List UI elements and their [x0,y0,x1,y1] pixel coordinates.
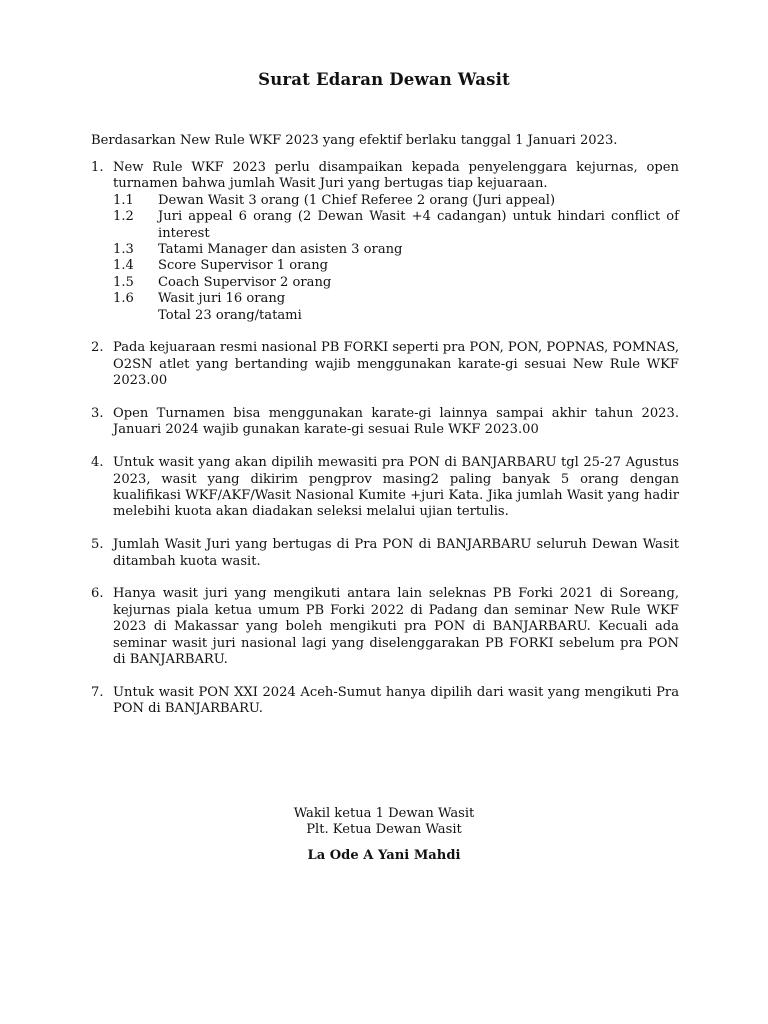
sub-item [113,291,679,307]
sub-item-text: Coach Supervisor 2 orang [158,274,332,290]
signatory-position: Wakil ketua 1 Dewan Wasit [293,806,475,821]
intro-paragraph: Berdasarkan New Rule WKF 2023 yang efektif berlaku tanggal 1 Januari 2023. [91,133,618,148]
sub-item-number: 1.3 [113,242,134,258]
sub-item-text: Dewan Wasit 3 orang (1 Chief Referee 2 orang (Juri appeal) [158,192,556,208]
list-item [91,340,679,389]
signature-block [0,806,768,864]
sub-item-number: 1.4 [113,258,134,274]
item-number: 6. [91,586,104,602]
item-text: Untuk wasit yang akan dipilih mewasiti pra PON di BANJARBARU tgl 25-27 Agustus 2023, wasit yang dikirim pengprov masing2 paling banyak 5 orang dengan kualifikasi WKF/AKF/Wasit Nasional Kumite +juri Kata. Jika jumlah Wasit yang hadir melebihi kuota akan diadakan seleksi melalui ujian tertulis. [113,455,679,520]
item-number: 4. [91,455,104,471]
sub-item [113,209,679,242]
list-item [91,160,679,324]
list-item [91,537,679,570]
item-text: Hanya wasit juri yang mengikuti antara lain seleknas PB Forki 2021 di Soreang, kejurnas piala ketua umum PB Forki 2022 di Padang dan seminar New Rule WKF 2023 di Makassar yang boleh mengikuti pra PON di BANJARBARU. Kecuali ada seminar wasit juri nasional lagi yang diselenggarakan PB FORKI sebelum pra PON di BANJARBARU. [113,586,679,668]
list-item [91,685,679,718]
item-text: New Rule WKF 2023 perlu disampaikan kepada penyelenggara kejurnas, open turnamen bahwa jumlah Wasit Juri yang bertugas tiap kejuaraan. [113,160,679,192]
item-text: Open Turnamen bisa menggunakan karate-gi lainnya sampai akhir tahun 2023. Januari 2024 wajib gunakan karate-gi sesuai Rule WKF 2023.00 [113,406,679,438]
item-text: Untuk wasit PON XXI 2024 Aceh-Sumut hanya dipilih dari wasit yang mengikuti Pra PON di BANJARBARU. [113,684,679,717]
sub-item-number: 1.2 [113,209,134,225]
item-text: Jumlah Wasit Juri yang bertugas di Pra PON di BANJARBARU seluruh Dewan Wasit ditambah kuota wasit. [113,537,679,569]
item-number: 7. [91,684,104,700]
sub-item [113,193,679,209]
list-item [91,406,679,439]
item-text: Pada kejuaraan resmi nasional PB FORKI seperti pra PON, PON, POPNAS, POMNAS, O2SN atlet yang bertanding wajib menggunakan karate-gi sesuai New Rule WKF 2023.00 [113,340,680,389]
list-item [91,586,679,668]
sub-list [113,193,679,324]
sub-item-text: Tatami Manager dan asisten 3 orang [158,242,403,258]
item-number: 2. [91,340,104,356]
sub-item-number: 1.5 [113,274,134,290]
sub-item-number: 1.6 [113,291,134,307]
item-number: 1. [91,160,104,175]
numbered-list [91,160,679,734]
list-item [91,455,679,521]
sub-item-number: 1.1 [113,192,134,208]
sub-item [113,242,679,258]
sub-item [113,258,679,274]
sub-total: Total 23 orang/tatami [158,307,302,323]
sub-item-text: Wasit juri 16 orang [158,291,286,307]
sub-item-text: Juri appeal 6 orang (2 Dewan Wasit +4 cadangan) untuk hindari conflict of interest [158,209,679,241]
sub-item [113,275,679,291]
signatory-name: La Ode A Yani Mahdi [307,847,461,863]
item-number: 5. [91,537,104,553]
item-number: 3. [91,406,104,422]
sub-item-text: Score Supervisor 1 orang [158,258,329,274]
signatory-acting-position: Plt. Ketua Dewan Wasit [306,822,462,838]
letter-title: Surat Edaran Dewan Wasit [258,70,510,89]
